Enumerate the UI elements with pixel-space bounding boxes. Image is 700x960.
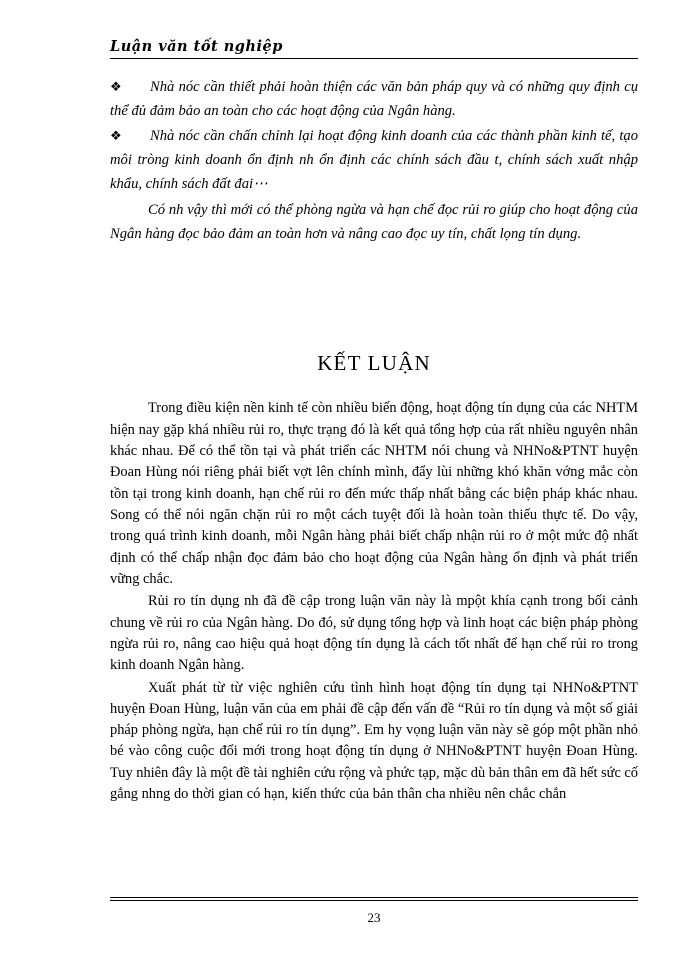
header-title: Luận văn tốt nghiệp [110, 38, 283, 55]
bullet-item-text: Nhà nóc cần thiết phải hoàn thiện các văn bản pháp quy và có những quy định cụ thể đủ đảm bảo an toàn cho các hoạt động của Ngân hàng. [110, 79, 638, 119]
conclusion-paragraph: Rủi ro tín dụng nh đã đề cập trong luận văn này là mpột khía cạnh trong bối cảnh chung về rủi ro của Ngân hàng. Do đó, sử dụng tổng hợp và linh hoạt các biện pháp phòng ngừa rủi ro, nâng cao hiệu quả hoạt động tín dụng là cách tốt nhất để hạn chế rủi ro trong kinh doanh Ngân hàng. [110, 593, 638, 674]
footer-divider-top [110, 897, 638, 898]
header-divider [110, 58, 638, 59]
footer-divider-bottom [110, 900, 638, 901]
conclusion-section [110, 351, 638, 805]
conclusion-paragraph: Xuất phát từ từ việc nghiên cứu tình hình hoạt động tín dụng tại NHNo&PTNT huyện Đoan Hùng, luận văn của em phải đề cập đến vấn đề “Rủi ro tín dụng và một số giải pháp phòng ngừa, hạn chế rủi ro tín dụng”. Em hy vọng luận văn này sẽ góp một phần nhỏ bé vào công cuộc đổi mới trong hoạt động tín dụng ở NHNo&PTNT huyện Đoan Hùng. Tuy nhiên đây là một đề tài nghiên cứu rộng và phức tạp, mặc dù bản thân em đã hết sức cố gắng nhng do thời gian có hạn, kiến thức của bản thân cha nhiều nên chắc chắn [110, 679, 639, 803]
page-header [110, 38, 638, 59]
intro-paragraph: Có nh vậy thì mới có thể phòng ngừa và hạn chế đọc rủi ro giúp cho hoạt động của Ngân hàng đọc bảo đảm an toàn hơn và nâng cao đọc uy tín, chất lọng tín dụng. [110, 202, 638, 242]
diamond-bullet-icon: ❖ [110, 129, 122, 145]
bullet-item-text: Nhà nóc cần chấn chỉnh lại hoạt động kinh doanh của các thành phần kinh tế, tạo môi tròng kinh doanh ổn định nh ổn định các chính sách đầu t, chính sách xuất nhập khẩu, chính sách đất đai⋯ [110, 128, 638, 192]
conclusion-title: KẾT LUẬN [317, 351, 431, 376]
diamond-bullet-icon: ❖ [110, 80, 122, 95]
conclusion-paragraph: Trong điều kiện nền kinh tế còn nhiều biến động, hoạt động tín dụng của các NHTM hiện nay gặp khá nhiều rủi ro, thực trạng đó là kết quả tổng hợp của rất nhiều nguyên nhân khác nhau. Để có thể tồn tại và phát triển các NHTM nói chung và NHNo&PTNT huyện Đoan Hùng nói riêng phải biết vợt lên chính mình, đẩy lùi những khó khăn vớng mắc còn tồn tại trong kinh doanh, hạn chế rủi ro đến mức thấp nhất bằng các biện pháp khác nhau. Song có thể nói ngăn chặn rủi ro một cách tuyệt đối là hoàn toàn thiếu thực tế. Do vậy, trong quá trình kinh doanh, mỗi Ngân hàng phải biết chấp nhận rủi ro ở một mức độ nhất định có thể chấp nhận đọc đảm bảo cho hoạt động của Ngân hàng ổn định và phát triển vững chắc. [110, 400, 638, 587]
page-content [110, 38, 638, 806]
bullet-list [110, 76, 638, 196]
bullet-item [110, 76, 638, 123]
page-footer [110, 897, 638, 926]
bullet-item [110, 125, 638, 196]
page-number: 23 [367, 910, 381, 925]
